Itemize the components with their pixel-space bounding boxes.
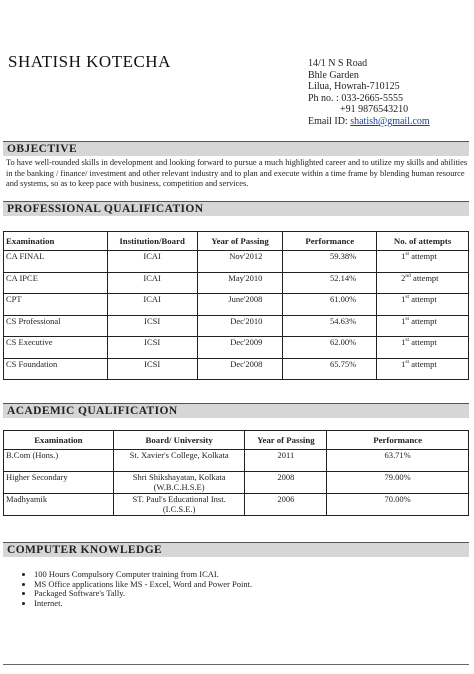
table-cell: ICSI xyxy=(107,358,197,380)
attempt-number: 1 xyxy=(401,358,406,369)
address-line: 14/1 N S Road xyxy=(308,58,368,69)
attempt-number: 1 xyxy=(401,251,406,261)
table-cell: 2006 xyxy=(245,494,327,516)
email-label: Email ID: xyxy=(308,115,348,127)
candidate-name: SHATISH KOTECHA xyxy=(8,52,171,71)
table-cell: Higher Secondary xyxy=(4,472,114,494)
attempt-cell xyxy=(377,358,469,380)
attempt-text: attempt xyxy=(409,358,437,369)
table-cell: Dec'2009 xyxy=(197,337,283,359)
table-row xyxy=(4,450,469,472)
professional-heading: PROFESSIONAL QUALIFICATION xyxy=(3,201,469,216)
objective-text: To have well-rounded skills in development and looking forward to pursue a much highlighted career and to utilize my skills and abilities in the banking / finance/ investment and other relevant industry and to plan and execute within a time frame by blending human resource and systems, so as to keep pace with business, competition and services. xyxy=(6,158,468,189)
column-header: Institution/Board xyxy=(107,232,197,251)
attempt-cell xyxy=(377,251,469,273)
attempt-text: attempt xyxy=(409,315,437,326)
table-cell: ICSI xyxy=(107,337,197,359)
table-cell: ICAI xyxy=(107,251,197,273)
column-header: Year of Passing xyxy=(245,431,327,450)
table-cell: 79.00% xyxy=(327,472,469,494)
attempt-cell xyxy=(377,337,469,359)
address-line: Lilua, Howrah-710125 xyxy=(308,81,400,93)
column-header: Board/ University xyxy=(113,431,245,450)
board-name: Shri Shikshayatan, Kolkata xyxy=(132,472,226,482)
table-row xyxy=(4,337,469,359)
attempt-cell xyxy=(377,315,469,337)
table-cell: Nov'2012 xyxy=(197,251,283,273)
table-cell: 65.75% xyxy=(283,358,377,380)
attempt-text: attempt xyxy=(409,337,437,347)
table-cell: 59.38% xyxy=(283,251,377,273)
computer-heading: COMPUTER KNOWLEDGE xyxy=(3,542,469,557)
table-cell: Dec'2010 xyxy=(197,315,283,337)
table-cell: ICAI xyxy=(107,272,197,294)
column-header: No. of attempts xyxy=(377,232,469,251)
column-header: Examination xyxy=(4,431,114,450)
mobile-line: +91 9876543210 xyxy=(340,104,409,116)
column-header: Performance xyxy=(327,431,469,450)
table-row xyxy=(4,494,469,516)
table-cell: CA FINAL xyxy=(4,251,108,273)
contact-block xyxy=(308,58,430,128)
attempt-number: 1 xyxy=(401,337,406,347)
attempt-ordinal: st xyxy=(405,251,410,258)
table-cell: June'2008 xyxy=(197,294,283,316)
table-cell: 2011 xyxy=(245,450,327,472)
table-cell: 63.71% xyxy=(327,450,469,472)
attempt-text: attempt xyxy=(409,251,437,261)
table-row xyxy=(4,272,469,294)
computer-skill-list xyxy=(20,570,252,608)
objective-heading: OBJECTIVE xyxy=(3,141,469,156)
table-row xyxy=(4,315,469,337)
email-line xyxy=(308,116,430,128)
table-header-row xyxy=(4,431,469,450)
attempt-cell xyxy=(377,294,469,316)
table-cell: 62.00% xyxy=(283,337,377,359)
attempt-ordinal: st xyxy=(405,337,410,344)
table-cell: 54.63% xyxy=(283,315,377,337)
table-cell: Madhyamik xyxy=(4,494,114,516)
attempt-ordinal: st xyxy=(405,358,410,365)
column-header: Performance xyxy=(283,232,377,251)
table-cell: 61.00% xyxy=(283,294,377,316)
board-cell xyxy=(113,494,245,516)
academic-heading: ACADEMIC QUALIFICATION xyxy=(3,403,469,418)
table-cell: 70.00% xyxy=(327,494,469,516)
table-cell: May'2010 xyxy=(197,272,283,294)
attempt-ordinal: st xyxy=(405,294,410,301)
table-row xyxy=(4,251,469,273)
table-cell: CA IPCE xyxy=(4,272,108,294)
attempt-text: attempt xyxy=(409,294,437,304)
table-row xyxy=(4,358,469,380)
attempt-ordinal: st xyxy=(405,315,410,322)
address-line: Bhle Garden xyxy=(308,69,359,81)
board-cell xyxy=(113,450,245,472)
list-item: • 100 Hours Compulsory Computer training from ICAI. xyxy=(34,570,252,580)
table-cell: Dec'2008 xyxy=(197,358,283,380)
table-cell: 52.14% xyxy=(283,272,377,294)
table-cell: 2008 xyxy=(245,472,327,494)
attempt-text: attempt xyxy=(410,272,439,283)
attempt-number: 2 xyxy=(401,272,406,283)
table-cell: CS Foundation xyxy=(4,358,108,380)
page-divider xyxy=(3,664,469,665)
board-affiliation: (I.C.S.E.) xyxy=(162,504,196,514)
table-cell: B.Com (Hons.) xyxy=(4,450,114,472)
attempt-number: 1 xyxy=(401,294,406,304)
table-cell: ICAI xyxy=(107,294,197,316)
board-affiliation: (W.B.C.H.S.E) xyxy=(153,482,205,492)
table-row xyxy=(4,294,469,316)
board-name: ST. Paul's Educational Inst. xyxy=(132,494,226,504)
attempt-number: 1 xyxy=(401,315,406,326)
table-cell: ICSI xyxy=(107,315,197,337)
table-cell: CPT xyxy=(4,294,108,316)
board-name: St. Xavier's College, Kolkata xyxy=(129,450,229,460)
list-item: • Internet. xyxy=(34,599,252,609)
table-row xyxy=(4,472,469,494)
attempt-cell xyxy=(377,272,469,294)
board-cell xyxy=(113,472,245,494)
phone-line: Ph no. : 033-2665-5555 xyxy=(308,92,403,104)
table-cell: CS Professional xyxy=(4,315,108,337)
professional-table xyxy=(3,231,469,380)
table-cell: CS Executive xyxy=(4,337,108,359)
academic-table xyxy=(3,430,469,516)
list-item: • Packaged Software's Tally. xyxy=(34,589,252,599)
column-header: Examination xyxy=(4,232,108,251)
attempt-ordinal: nd xyxy=(405,272,411,279)
email-link[interactable]: shatish@gmail.com xyxy=(350,115,430,127)
table-header-row xyxy=(4,232,469,251)
column-header: Year of Passing xyxy=(197,232,283,251)
list-item: • MS Office applications like MS - Excel, Word and Power Point. xyxy=(34,580,252,590)
